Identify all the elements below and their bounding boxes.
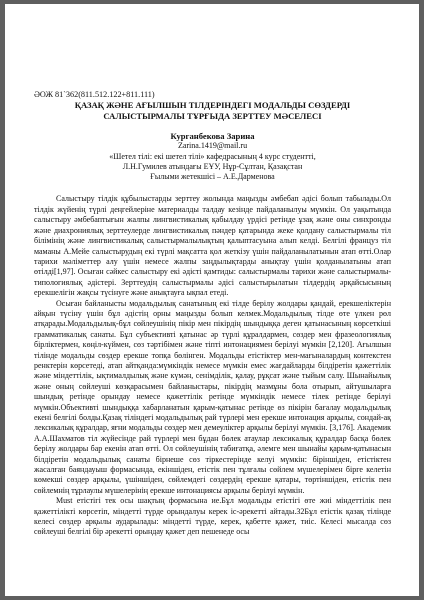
title-line-2: САЛЫСТЫРМАЛЫ ТҰРҒЫДА ЗЕРТТЕУ МӘСЕЛЕСІ	[103, 110, 322, 121]
title-line-1: ҚАЗАҚ ЖӘНЕ АҒЫЛШЫН ТІЛДЕРІНДЕГІ МОДАЛЬДЫ СӨЗДЕРДІ	[74, 100, 351, 110]
udc-code: ӘОЖ 81`362(811.512.122+811.111)	[34, 90, 155, 99]
article-title	[34, 100, 391, 121]
paragraph: Салыстыру тілдік құбылыстарды зерттеу жолында маңызды әмбебап әдісі болып табылады.Ол тілдік жүйенің түрлі деңгейлеріне материалды талдау кезінде пайдаланылуы мүмкін. Ол уақытында салыстыру әмбебаптығын жалпы лингвистикалық қабылдау үрдісі ретінде ұзақ және оны синхронды және диахрониялық зерттеулерде лингвистикалық пәндер қатарында жеке қолдану салыстырмалы тіл білімінің және лингвистикалық салыстырмалылықтың қалыптасуына алып келді. Белгілі француз тіл маманы А.Мейе салыстырудың екі түрлі мақсатта қол жеткізу үшін пайдаланылатынын атап өтті.Олар тарихи мәліметтер алу үшін немесе жалпы заңдылықтарды анықтау үшін қолданылатыны атап өтілді[1,97]. Осыған сәйкес салыстыру екі әдісті қамтиды: салыстырмалы тарихи және салыстырмалы-типологиялық әдістері. Зерттеудің салыстырмалы әдісі салыстырылатын тілдердің әрқайсысының ерекшелігін жақсы түсінуге және анықтауға ықпал етеді.	[34, 194, 391, 298]
author-block	[34, 131, 391, 182]
supervisor: Ғылыми жетекшісі – А.Е.Дарменова	[150, 172, 275, 182]
author-affiliation-2: Л.Н.Гумилев атындағы ЕҰУ, Нұр-Сұлтан, Қазақстан	[122, 161, 303, 171]
author-email: Zarina.1419@mail.ru	[177, 141, 248, 151]
paragraph: Осыған байланысты модальдылық санатының екі тілде берілу жолдары қандай, ерекшеліктерін айқын түсіну үшін бұл әдістің орны маңызды болып келмек.Модальдылық тілде өте үлкен рөл атқарады.Модальдылық-бұл сөйлеушінің пікір мен пікірдің шындыққа деген қатынасының көрсеткіші грамматикалық санаты. Бұл субъективті қатынас әр түрлі құралдармен, сөздер мен фразеологиялық бірліктермен, көңіл-күймен, сөз тәртібімен және тіпті интонациямен берілуі мүмкін [2,120]. Ағылшын тілінде модальды сөздер ерекше топқа бөлінген. Модальды етістіктер мен-мағыналардың контекстен ренктерін көрсетеді, атап айтқанда:мүмкіндік немесе мүмкін емес жағдайларды білдіретін қажеттілік және міндеттілік, ықтималдылық және күмән, сенімділік, қалау, рұқсат және тыйым салу. Шынайылық және оның сөйлеуші көзқарасымен байланыстары, пікірдің мазмұны бола отырып, айтушыларға шындық ретінде орындау немесе қажеттілік ретінде мүмкіндік немесе тілек ретінде берілуі мүмкін.Объективті шындыққа хабарланатын қарым-қатынас ретінде өз пікірін бағалау модальдылық екені белгілі болды.Қазақ тіліндегі модальдылық рай түрлері мен ерекше интонация арқылы, сондай-ақ лексикалық құралдар, яғни модальды сөздер мен демеуліктер арқылы берілуі мүмкін. [3,176]. Академик А.А.Шахматов тіл жүйесінде рай түрлері мен бұдан бөлек атаулар лексикалық құралдар басқа бөлек берілу жолдары бар екенін атап өтті. Ол сөйлеушінің табиғатқа, әлемге мен шынайы қарым-қатынасын білдіретін модальдылық санаты бірнеше сөз тіркестерінде келуі мүмкін: біріншіден, етістіктен жасалған баяндауыш формасында, екіншіден, етістік пен тұлғалы сөйлем мүшелерімен бірге келетін көмекші сөздер арқылы, үшіншіден, сөйлемдегі сөздердің ерекше қатары, төртіншіден, етістік пен сөйлемнің тұрлаулы мүшелерінің ерекше интонациясы арқылы берілуі мүмкін.	[34, 298, 391, 495]
body-text	[34, 194, 391, 537]
paragraph: Must етістігі тек осы шақтың формасына ие.Бұл модальды етістігі өте жиі міндеттілік пен қажеттілікті көрсетіп, міндетті түрде орындалуы керек іс-әрекетті айтады.32Бұл етістік қазақ тілінде келесі сөздер арқылы аударылады: міндетті түрде, керек, қабетте қажет, тиіс. Келесі мысалда сөз сөйлеуші белгілі бір әрекетті орындау қажет деп пешенеде осы	[34, 496, 391, 537]
document-page	[5, 4, 419, 596]
author-name: Курганбекова Зарина	[170, 131, 255, 141]
author-affiliation-1: «Шетел тілі: екі шетел тілі» кафедрасының 4 курс студенттi,	[109, 151, 316, 161]
